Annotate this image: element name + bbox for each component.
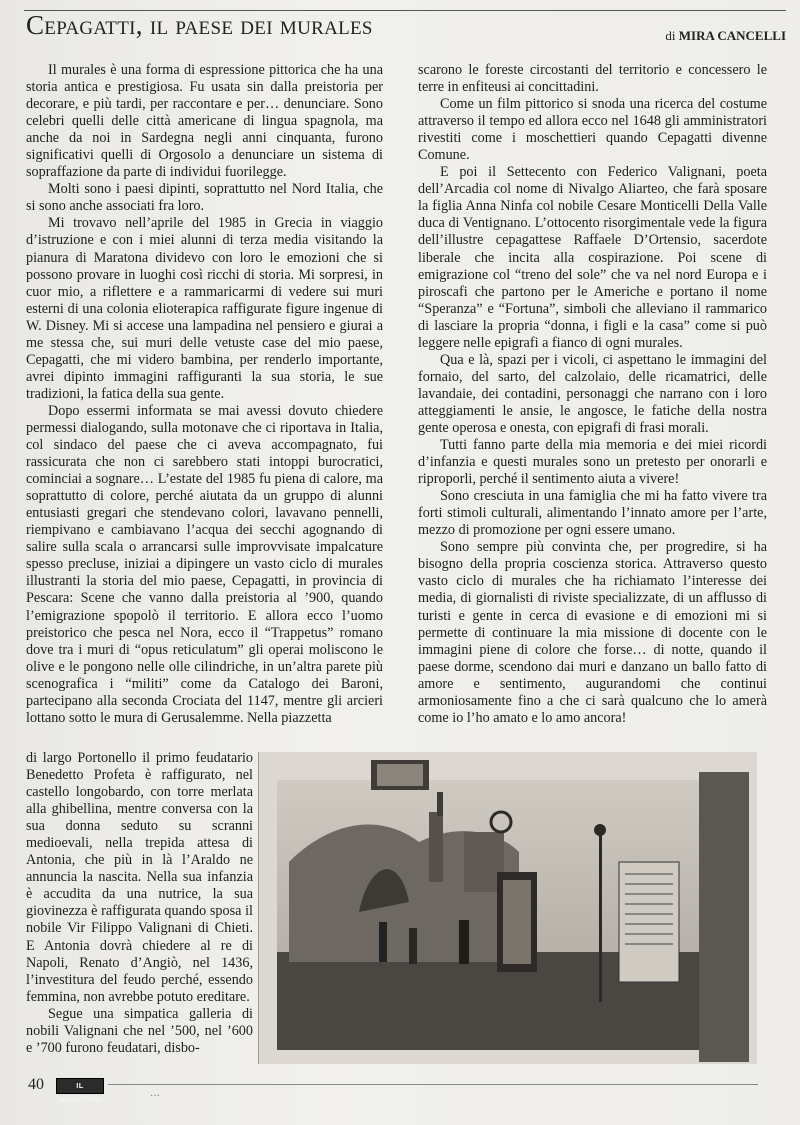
paragraph: Sono sempre più convinta che, per progredire, si ha bisogno della propria coscienza storica. Attraverso questo vasto ciclo di murales che ha richiamato l’interesse dei media, di giornalisti di riviste specializzate, di un afflusso di turisti e gente in cerca di evasione e di emozioni mi si permette di continuare la mia missione di docente con le immagini piene di colore che forse… di notte, quando il paese dorme, scendono dai muri e danzano un ballo fatto di amore e sentimento, augurandomi che continui armoniosamente fino a che ci sarà qualcuno che lo amerà come io l’ho amato e lo amo ancora! <box>418 539 767 726</box>
byline-prefix: di <box>665 28 676 43</box>
paragraph: Mi trovavo nell’aprile del 1985 in Grecia in viaggio d’istruzione e con i miei alunni di terza media visitando la pianura di Maratona dividevo con loro le emozioni che si possono provare in luoghi così ricchi di storia. Mi sorpresi, in cuor mio, a riflettere e a rammaricarmi di vedere sui muri esterni di una colonia elioterapica raffigurate figure ingenue di W. Disney. Mi si accese una lampadina nel pensiero e giurai a me stessa che, sui muri delle vetuste case del mio paese, Cepagatti, che mi videro bambina, per renderlo importante, avrei dipinto immagini raffiguranti la sua storia, le sue tradizioni, la fatica della sua gente. <box>26 215 383 402</box>
paragraph: Segue una simpatica galleria di nobili Valignani che nel ’500, nel ’600 e ’700 furono feudatari, disbo- <box>26 1005 253 1056</box>
paragraph: Qua e là, spazi per i vicoli, ci aspettano le immagini del fornaio, del sarto, del calzolaio, delle ricamatrici, delle lavandaie, dei contadini, personaggi che narrano con i loro atteggiamenti le ansie, le angosce, le fatiche della nostra gente operosa e onesta, con epigrafi di frasi morali. <box>418 351 767 436</box>
paragraph: Molti sono i paesi dipinti, soprattutto nel Nord Italia, che si sono anche associati fra loro. <box>26 181 383 215</box>
paragraph: Dopo essermi informata se mai avessi dovuto chiedere permessi dialogando, sulla motonave che ci riportava in Italia, col sindaco del paese che ci aveva accompagnato, fui rassicurata che non ci sarebbero stati intoppi burocratici, cominciai a sognare… L’estate del 1985 fu piena di calore, ma soprattutto di colore, perché aiutata da un gruppo di alunni entusiasti gregari che stendevano colori, lavavano pennelli, riempivano e cambiavano l’acqua dei secchi agognando di salire sulla scala o arrancarsi sulle improvvisate impalcature spesso precluse, iniziai a dipingere un vasto ciclo di murales illustranti la storia del mio paese, Cepagatti, in provincia di Pescara: Scene che vanno dalla preistoria al ’900, quando l’emigrazione spopolò il territorio. E allora ecco l’uomo preistorico che pesca nel Nora, ecco il “Trappetus” romano dove tra i muri di “opus reticulatum” gli operai moliscono le olive e le pongono nelle olle cilindriche, in un’altra parete più scenografica i “militi” come da Catalogo dei Baroni, partecipano alla seconda Crociata del 1147, mentre gli arcieri lottano sotto le mura di Gerusalemme. Nella piazzetta <box>26 402 383 726</box>
paragraph: di largo Portonello il primo feudatario Benedetto Profeta è raffigurato, nel castello longobardo, con torre merlata alla ghibellina, mentre conversa con la sua donna seduto su scranni medioevali, nella trepida attesa di Antonia, che più in là l’Araldo ne annuncia la nascita. Nella sua infanzia è accudita da una nutrice, la sua giovinezza è raffigurata quando sposa il nobile Vir Filippo Valignani di Chieti. E Antonia dovrà chiedere al re di Napoli, Renato d’Angiò, nel 1436, l’investitura del feudo perché, essendo femmina, non avrebbe potuto ereditare. <box>26 750 253 1005</box>
byline <box>665 28 786 44</box>
mural-photo <box>258 752 757 1064</box>
paragraph: Come un film pittorico si snoda una ricerca del costume attraverso il tempo ed allora ecco nel 1648 gli amministratori rivestiti come i moschettieri quando Cepagatti divenne Comune. <box>418 96 767 164</box>
paragraph: Sono cresciuta in una famiglia che mi ha fatto vivere tra forti stimoli culturali, alimentando l’innato amore per l’arte, mezzo di promozione per ogni essere umano. <box>418 488 767 539</box>
author-name: MIRA CANCELLI <box>678 28 786 43</box>
paragraph: E poi il Settecento con Federico Valignani, poeta dell’Arcadia col nome di Nivalgo Aliarteo, che farà sposare la figlia Anna Ninfa col nobile Cesare Monticelli Della Valle duca di Ventignano. L’ottocento risorgimentale vede la figura dell’illustre cepagattese Raffaele D’Ortensio, sacerdote liberale che incita alla cospirazione. Poi scene di emigrazione col “treno del sole” che va nel nord Europa e i piroscafi che partono per le Americhe e portano il nome “Speranza” e “Fortuna”, simboli che alleviano il rammarico di lasciare la propria “donna, i figli e la casa” come si può leggere nelle epigrafi a fianco di ogni murales. <box>418 164 767 351</box>
magazine-logo: IL MONITORE <box>56 1078 104 1094</box>
paragraph: scarono le foreste circostanti del territorio e concessero le terre in enfiteusi ai concittadini. <box>418 62 767 96</box>
footer-rule <box>108 1084 758 1085</box>
handwritten-note: … <box>150 1088 160 1099</box>
paragraph: Tutti fanno parte della mia memoria e dei miei ricordi d’infanzia e questi murales sono un pretesto per onorarli e riproporli, perché il sentimento aiuta a vivere! <box>418 437 767 488</box>
mural-photo-drawing <box>259 752 757 1064</box>
right-column <box>418 62 767 727</box>
page-number: 40 <box>28 1076 44 1093</box>
left-column <box>26 62 383 727</box>
article-title: Cepagatti, il paese dei murales <box>26 10 373 40</box>
left-column-lower <box>26 750 253 1057</box>
paragraph: Il murales è una forma di espressione pittorica che ha una storia antica e prestigiosa. Fu usata sin dalla preistoria per decorare, e più tardi, per raccontare e per… denunciare. Sono celebri quelli delle città americane di lingua spagnola, ma anche da noi in Sardegna negli anni cinquanta, furono significativi quelli di Orgosolo a denunciare un sistema di sopraffazione da parte di individui fuorilegge. <box>26 62 383 181</box>
